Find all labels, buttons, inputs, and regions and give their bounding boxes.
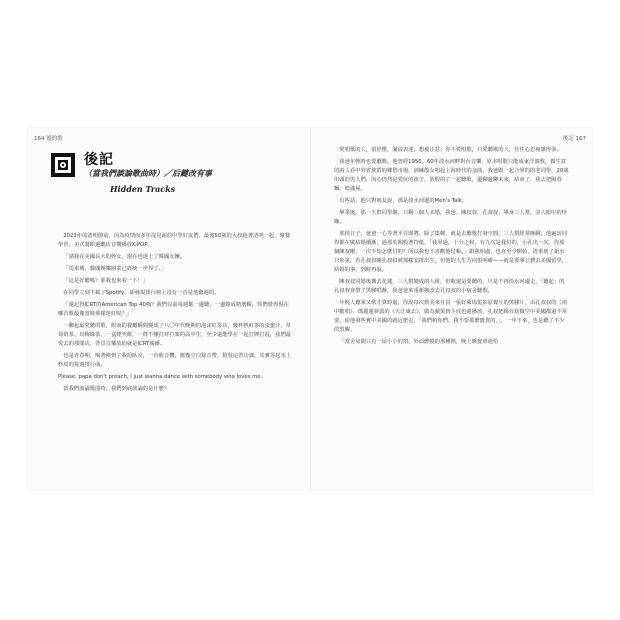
paragraph: 那段日子，爸爸一心等著平日即將，除了集郵，就是去聽歌打發空閒，三人幫經常晚聊，他遍訪同得都在廣結婚潮漸，過那英開般著符紙，「我屏過，十分之候，有九次是我付的，小孔出一次，你那個陳叔剛，一次不知怎麼付的？所以我也不喜歡他付帳。」跟我相處，也直至今開始，清來到了新水只象第，若孔叔叔陳孔叔叔就那樣安排出生，但他的人生方向很明確——就是要拿公費去美國留學，結婚的事，到時再說。: [334, 231, 568, 273]
paragraph: 「馬來興，韓國娛樂圈業已經統一世界了。」: [63, 266, 167, 272]
paragraph: 在同學立刻下載了Spotify，卻發現排行榜上沒有一首是他聽過的。: [63, 290, 220, 296]
chapter-title: 後記: [84, 152, 114, 168]
page-gutter: [310, 128, 312, 490]
chapter-title-block: [50, 148, 300, 208]
cassette-logo-icon: [50, 152, 76, 178]
right-page-body: [334, 146, 569, 350]
paragraph: 「當舍房間只有一扇小小的窗，外面燃燒的那種熱，晚上睡覺車通怕: [339, 339, 499, 345]
paragraph: 「請我在美國長大的姪女，現在也迷上了韓國女團。: [63, 254, 186, 260]
paragraph: 愛唱歌的人，很好懂，滿溢表達，想被注意；你不愛唱歌，只愛聽歌的人，往往心思複雜得多。: [339, 147, 562, 153]
right-running-head: 後記 167: [562, 136, 586, 142]
chapter-subtitle: （當我們談論歌曲時）／后鍵改有事: [84, 168, 212, 178]
paragraph: 「還記得ICRT的American Top 40嗎？我們以前每週都一邊聽，一邊錄成精選輯，你們覺得現在哪首歌最像當時那樣迷紅呢？」: [58, 302, 289, 317]
book-spread: [28, 128, 592, 490]
left-running-head: 164 後的歌: [34, 136, 63, 142]
paragraph: Please, papa don't preach, I just wanna dance with somebody who loves me.: [58, 374, 263, 380]
paragraph: 2023年的清明節前，因為疫情而多年沒見面的中學好友們，最後50歲的大叔趁著清明一起，聚餐學習，美式餐館邊聽店音響播放K-POP。: [58, 233, 291, 248]
paragraph: 年輕人聽來又歌才算時髦，你說每次到美來且買一張好萊塢電影原聲片的黑膠片，由孔叔叔的《雨中歡唱》、瑪麗蓮夢露的《大江東去》，做為蘋果到斗底也還播放，孔叔把陽台底做空中美國都還不常要，給他發些實中美國的就這麼走，「我們和你們，我不要那麼寶貴的。」，一年下來，也是聽了不少的黑膠。: [334, 300, 568, 333]
paragraph: 也是青春期，喝著換到了我的臥室，一台收音機，應幾空白錄音帶，假裝這習功課，其實等起本上秒周的每週排行曲。: [58, 353, 292, 368]
left-page-body: [58, 232, 293, 397]
paragraph: 當我們談論歌曲時，我們到底談論的是什麼？: [63, 386, 170, 392]
paragraph: 一聊起最愛聽的歌，眼前的餐廳瞬間變成了八〇年代晚期的泡沫紅茶店，幾杯熱紅茶的蛋蜜汁、草莓奶茶、烏梅綠茶，一盒煙夾餅，一群不懂打烊打架的高中生，至少還能學在一起打牌打混，我們最愛去的那間店，背景音樂放的就是ICRT廣播。: [58, 323, 292, 347]
paragraph: 陳叔叔同婚後搬去花蓮，三人幫變成兩人組，但歌還是要聽的，只是不再淡水河邊走，「聽起」的孔叔叔會帶了黑膠唱盤，我爸爸來重新搬改去孔叔叔的小宿舍聽歌。: [334, 279, 565, 294]
paragraph: 我爸年輕時也愛聽歌，他曾經1950、60年淡水河畔對台音樂，原本唱歌只能成東洋演歌，做生意的兩人看中外省族群的鄉愁市場，訓練散女唱起上海時代的金曲，我爸跟一起合掌的的老同學，20歲出頭的男人們，內心仍然是愛玩的孩子，放假的了一起聽歌，邊聊邊聊未來，結束了，我去把陽春麵，唸滿屋。: [334, 159, 569, 192]
paragraph: 「這是好聽嗎？那我也來看一下！」: [63, 278, 149, 284]
paragraph: 畢業後，那一大群同學聚，只剩三個人未婚，我爸、陳叔叔，孔叔叔，畢身三人幫，旁人眼中的怪咖。: [334, 210, 568, 225]
paragraph: 有些話，他只對朋友說，那是淡水河邊的Men's Talk。: [339, 198, 468, 204]
chapter-title-english: Hidden Tracks: [110, 184, 176, 194]
